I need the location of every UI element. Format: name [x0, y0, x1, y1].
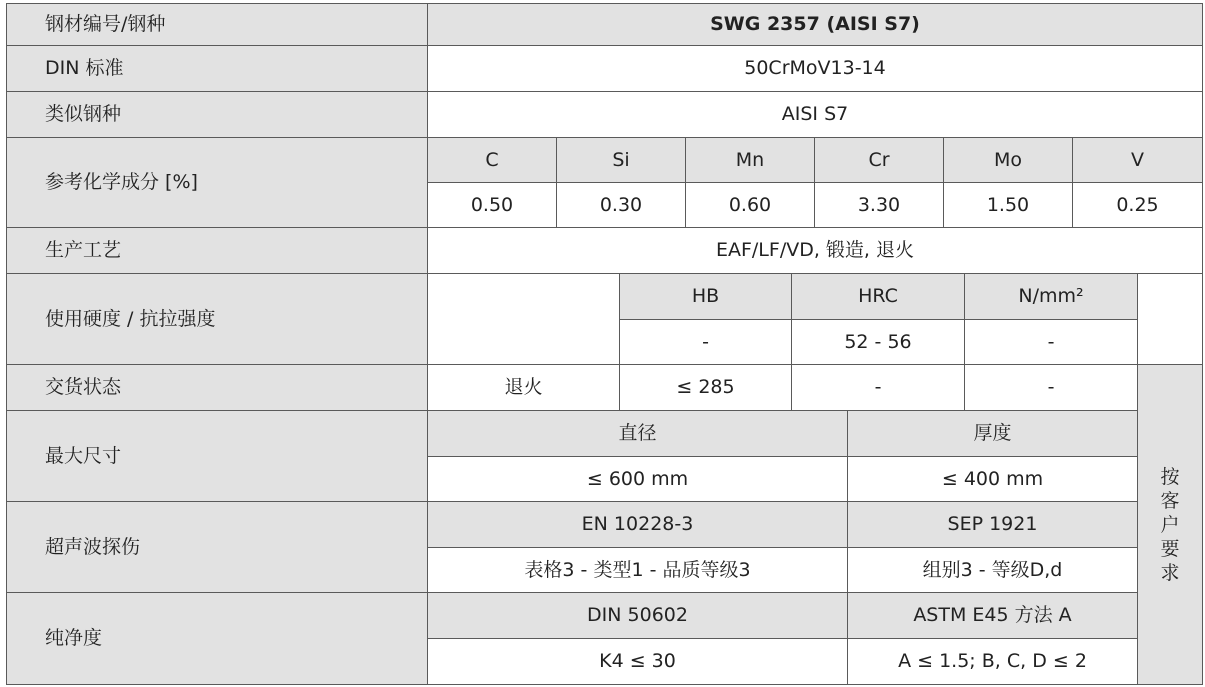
customer-note-char: 求: [1160, 561, 1180, 584]
ultrasonic-value-sep: 组别3 - 等级D,d: [848, 548, 1138, 593]
customer-note-char: 客: [1160, 489, 1180, 512]
value-si: 0.30: [557, 183, 686, 228]
hardness-header-hrc: HRC: [792, 274, 965, 320]
process-value: EAF/LF/VD, 锻造, 退火: [428, 228, 1203, 274]
value-mo: 1.50: [944, 183, 1073, 228]
purity-label: 纯净度: [6, 593, 428, 685]
hardness-header-tensile: N/mm²: [965, 274, 1138, 320]
element-mo: Mo: [944, 138, 1073, 183]
customer-note-char: 按: [1160, 465, 1180, 488]
max-size-header-thickness: 厚度: [848, 411, 1138, 457]
element-cr: Cr: [815, 138, 944, 183]
element-si: Si: [557, 138, 686, 183]
max-size-header-diameter: 直径: [428, 411, 848, 457]
hardness-label: 使用硬度 / 抗拉强度: [6, 274, 428, 365]
delivery-value-hb: ≤ 285: [620, 365, 792, 411]
grade-value: SWG 2357 (AISI S7): [428, 3, 1203, 46]
value-c: 0.50: [428, 183, 557, 228]
element-v: V: [1073, 138, 1203, 183]
purity-standard-din: DIN 50602: [428, 593, 848, 639]
purity-value-astm: A ≤ 1.5; B, C, D ≤ 2: [848, 639, 1138, 685]
composition-label: 参考化学成分 [%]: [6, 138, 428, 228]
delivery-value-tensile: -: [965, 365, 1138, 411]
ultrasonic-label: 超声波探伤: [6, 502, 428, 593]
delivery-state: 退火: [428, 365, 620, 411]
delivery-value-hrc: -: [792, 365, 965, 411]
value-cr: 3.30: [815, 183, 944, 228]
similar-grade-label: 类似钢种: [6, 92, 428, 138]
max-size-value-diameter: ≤ 600 mm: [428, 457, 848, 502]
customer-requirement-note: [1138, 365, 1203, 685]
similar-grade-value: AISI S7: [428, 92, 1203, 138]
purity-value-din: K4 ≤ 30: [428, 639, 848, 685]
process-label: 生产工艺: [6, 228, 428, 274]
hardness-value-hrc: 52 - 56: [792, 320, 965, 365]
customer-note-char: 要: [1160, 537, 1180, 560]
delivery-label: 交货状态: [6, 365, 428, 411]
value-mn: 0.60: [686, 183, 815, 228]
hardness-value-tensile: -: [965, 320, 1138, 365]
max-size-label: 最大尺寸: [6, 411, 428, 502]
ultrasonic-value-en: 表格3 - 类型1 - 品质等级3: [428, 548, 848, 593]
hardness-header-hb: HB: [620, 274, 792, 320]
hardness-blank: [428, 274, 620, 365]
element-c: C: [428, 138, 557, 183]
purity-standard-astm: ASTM E45 方法 A: [848, 593, 1138, 639]
value-v: 0.25: [1073, 183, 1203, 228]
hardness-value-hb: -: [620, 320, 792, 365]
max-size-value-thickness: ≤ 400 mm: [848, 457, 1138, 502]
ultrasonic-standard-en: EN 10228-3: [428, 502, 848, 548]
din-value: 50CrMoV13-14: [428, 46, 1203, 92]
ultrasonic-standard-sep: SEP 1921: [848, 502, 1138, 548]
customer-note-char: 户: [1160, 513, 1180, 536]
din-label: DIN 标准: [6, 46, 428, 92]
element-mn: Mn: [686, 138, 815, 183]
grade-label: 钢材编号/钢种: [6, 3, 428, 46]
hardness-side-blank: [1138, 274, 1203, 365]
